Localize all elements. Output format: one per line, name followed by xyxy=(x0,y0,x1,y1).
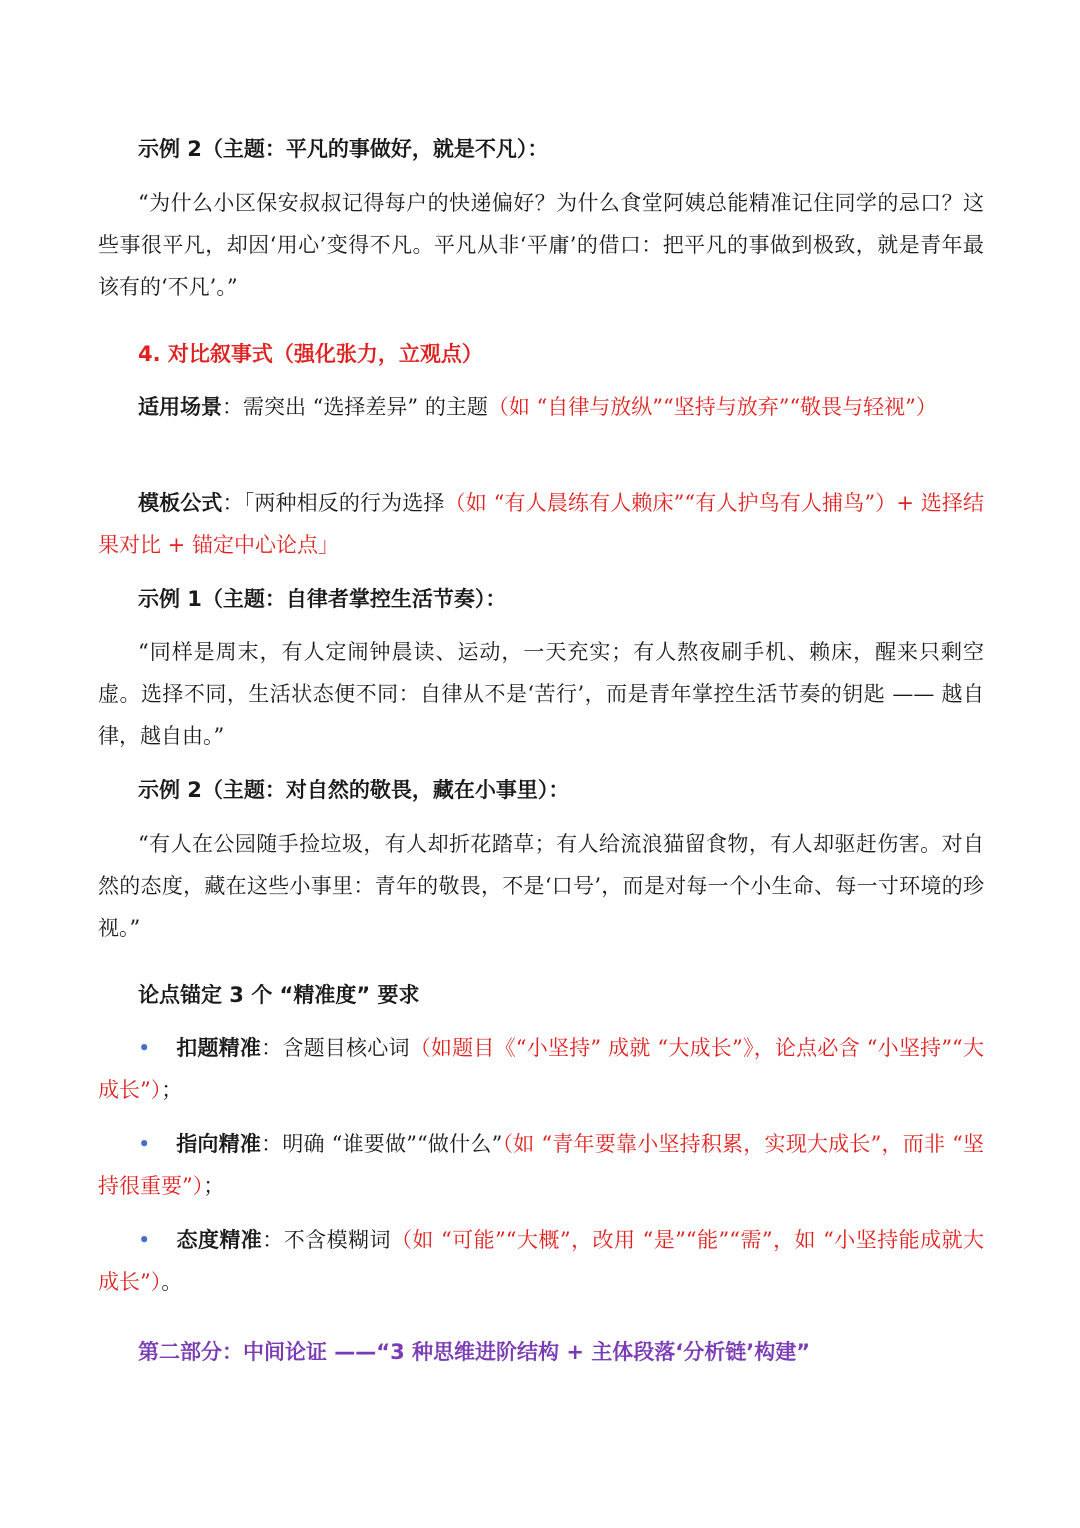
section-4-example-1-heading: 示例 1（主题：自律者掌控生活节奏）： xyxy=(138,587,507,611)
precision-item-colon: ： xyxy=(261,1036,283,1060)
precision-item-label: 态度精准 xyxy=(176,1228,263,1252)
precision-item-tail: 。 xyxy=(161,1270,183,1294)
part-2-title: 第二部分：中间论证 ——“3 种思维进阶结构 + 主体段落‘分析链’构建” xyxy=(138,1340,811,1364)
formula-colon: ： xyxy=(222,491,244,515)
example-2-heading: 示例 2（主题：平凡的事做好，就是不凡）： xyxy=(138,137,549,161)
scene-label: 适用场景 xyxy=(138,395,222,419)
scene-paragraph xyxy=(98,386,984,428)
section-4-title: 4. 对比叙事式（强化张力，立观点） xyxy=(138,342,483,366)
bullet-dot-icon: • xyxy=(138,1132,151,1156)
precision-item-text: 明确 “谁要做”“做什么” xyxy=(282,1132,503,1156)
scene-examples: （如 “自律与放纵”“坚持与放弃”“敬畏与轻视”） xyxy=(487,395,937,419)
formula-label: 模板公式 xyxy=(138,491,223,515)
precision-item-example: （如 “可能”“大概”，改用 “是”“能”“需”，如 “小坚持能成就大成长”） xyxy=(98,1228,985,1294)
precision-item-label: 指向精准 xyxy=(176,1132,262,1156)
scene-colon: ： xyxy=(222,395,243,419)
precision-item-text: 含题目核心词 xyxy=(282,1036,410,1060)
section-4-example-2-body: “有人在公园随手捡垃圾，有人却折花踏草；有人给流浪猫留食物，有人却驱赶伤害。对自然的态度，藏在这些小事里：青年的敬畏，不是‘口号’，而是对每一个小生命、每一寸环境的珍视。” xyxy=(98,832,984,940)
formula-examples: （如 “有人晨练有人赖床”“有人护鸟有人捕鸟”）+ 选择结果对比 + 锚定中心论点」 xyxy=(98,491,985,557)
precision-item-tail: ； xyxy=(203,1174,225,1198)
section-4-example-2-heading: 示例 2（主题：对自然的敬畏，藏在小事里）： xyxy=(138,778,570,802)
precision-item-3 xyxy=(98,1219,984,1303)
example-2-body: “为什么小区保安叔叔记得每户的快递偏好？为什么食堂阿姨总能精准记住同学的忌口？这些事很平凡，却因‘用心’变得不凡。平凡从非‘平庸’的借口：把平凡的事做到极致，就是青年最该有的‘不凡’。” xyxy=(98,191,984,299)
precision-item-tail: ； xyxy=(161,1078,183,1102)
precision-item-text: 不含模糊词 xyxy=(283,1228,391,1252)
bullet-dot-icon: • xyxy=(138,1036,151,1060)
precision-item-colon: ： xyxy=(261,1132,283,1156)
precision-item-label: 扣题精准 xyxy=(176,1036,262,1060)
precision-item-1 xyxy=(98,1027,984,1111)
precision-item-2 xyxy=(98,1123,984,1207)
precision-item-example: （如题目《“小坚持” 成就 “大成长”》，论点必含 “小坚持”“大成长”） xyxy=(98,1036,985,1102)
formula-paragraph xyxy=(98,482,984,566)
precision-item-colon: ： xyxy=(262,1228,284,1252)
precision-title: 论点锚定 3 个 “精准度” 要求 xyxy=(138,983,420,1007)
bullet-dot-icon: • xyxy=(138,1228,151,1252)
section-4-example-1-body: “同样是周末，有人定闹钟晨读、运动，一天充实；有人熬夜刷手机、赖床，醒来只剩空虚。选择不同，生活状态便不同：自律从不是‘苦行’，而是青年掌控生活节奏的钥匙 —— 越自律，越自由。” xyxy=(98,640,984,748)
formula-text: 「两种相反的行为选择 xyxy=(243,491,445,515)
scene-text: 需突出 “选择差异” 的主题 xyxy=(243,395,488,419)
precision-item-example: （如 “青年要靠小坚持积累，实现大成长”，而非 “坚持很重要”） xyxy=(98,1132,985,1198)
